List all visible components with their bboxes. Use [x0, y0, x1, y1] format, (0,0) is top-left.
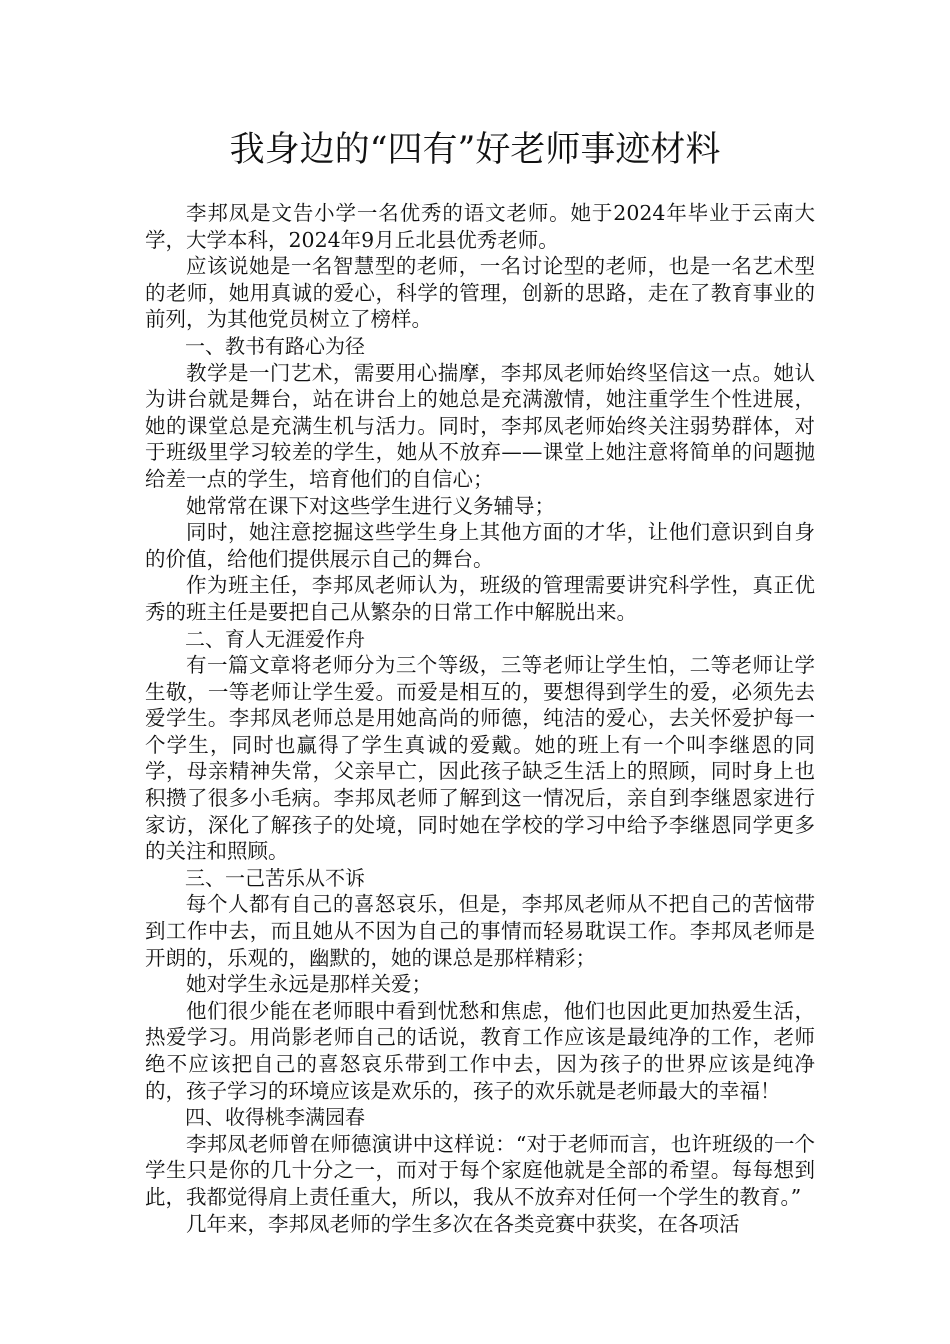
paragraph: 同时，她注意挖掘这些学生身上其他方面的才华，让他们意识到自身的价值，给他们提供展示自己的舞台。 [145, 520, 815, 571]
paragraph: 作为班主任，李邦凤老师认为，班级的管理需要讲究科学性，真正优秀的班主任是要把自己从繁杂的日常工作中解脱出来。 [145, 573, 815, 624]
paragraph: 李邦凤老师曾在师德演讲中这样说：“对于老师而言，也许班级的一个学生只是你的几十分之一，而对于每个家庭他就是全部的希望。每每想到此，我都觉得肩上责任重大，所以，我从不放弃对任何一个学生的教育。” [145, 1131, 815, 1209]
paragraph: 李邦凤是文告小学一名优秀的语文老师。她于2024年毕业于云南大学，大学本科，2024年9月丘北县优秀老师。 [145, 201, 815, 252]
paragraph: 她常常在课下对这些学生进行义务辅导； [186, 493, 555, 518]
section-heading: 三、一己苦乐从不诉 [185, 865, 365, 890]
paragraph: 每个人都有自己的喜怒哀乐，但是，李邦凤老师从不把自己的苦恼带到工作中去，而且她从不因为自己的事情而轻易耽误工作。李邦凤老师是开朗的，乐观的，幽默的，她的课总是那样精彩； [145, 892, 815, 970]
paragraph: 应该说她是一名智慧型的老师，一名讨论型的老师，也是一名艺术型的老师，她用真诚的爱心，科学的管理，创新的思路，走在了教育事业的前列，为其他党员树立了榜样。 [145, 254, 815, 332]
paragraph: 教学是一门艺术，需要用心揣摩，李邦凤老师始终坚信这一点。她认为讲台就是舞台，站在讲台上的她总是充满激情，她注重学生个性进展，她的课堂总是充满生机与活力。同时，李邦凤老师始终关注弱势群体，对于班级里学习较差的学生，她从不放弃——课堂上她注意将简单的问题抛给差一点的学生，培育他们的自信心； [145, 360, 815, 491]
section-heading: 四、收得桃李满园春 [185, 1105, 365, 1130]
section-heading: 二、育人无涯爱作舟 [185, 626, 365, 651]
page-title: 我身边的“四有”好老师事迹材料 [229, 130, 721, 170]
paragraph: 几年来，李邦凤老师的学生多次在各类竞赛中获奖，在各项活 [186, 1211, 740, 1236]
paragraph: 他们很少能在老师眼中看到忧愁和焦虑，他们也因此更加热爱生活，热爱学习。用尚影老师自己的话说，教育工作应该是最纯净的工作，老师绝不应该把自己的喜怒哀乐带到工作中去，因为孩子的世界应该是纯净的，孩子学习的环境应该是欢乐的，孩子的欢乐就是老师最大的幸福！ [145, 998, 815, 1103]
paragraph: 她对学生永远是那样关爱； [186, 972, 432, 997]
section-heading: 一、教书有路心为径 [185, 333, 365, 358]
document-body [145, 200, 815, 1237]
paragraph: 有一篇文章将老师分为三个等级，三等老师让学生怕，二等老师让学生敬，一等老师让学生爱。而爱是相互的，要想得到学生的爱，必须先去爱学生。李邦凤老师总是用她高尚的师德，纯洁的爱心，去关怀爱护每一个学生，同时也赢得了学生真诚的爱戴。她的班上有一个叫李继恩的同学，母亲精神失常，父亲早亡，因此孩子缺乏生活上的照顾，同时身上也积攒了很多小毛病。李邦凤老师了解到这一情况后，亲自到李继恩家进行家访，深化了解孩子的处境，同时她在学校的学习中给予李继恩同学更多的关注和照顾。 [145, 653, 815, 864]
